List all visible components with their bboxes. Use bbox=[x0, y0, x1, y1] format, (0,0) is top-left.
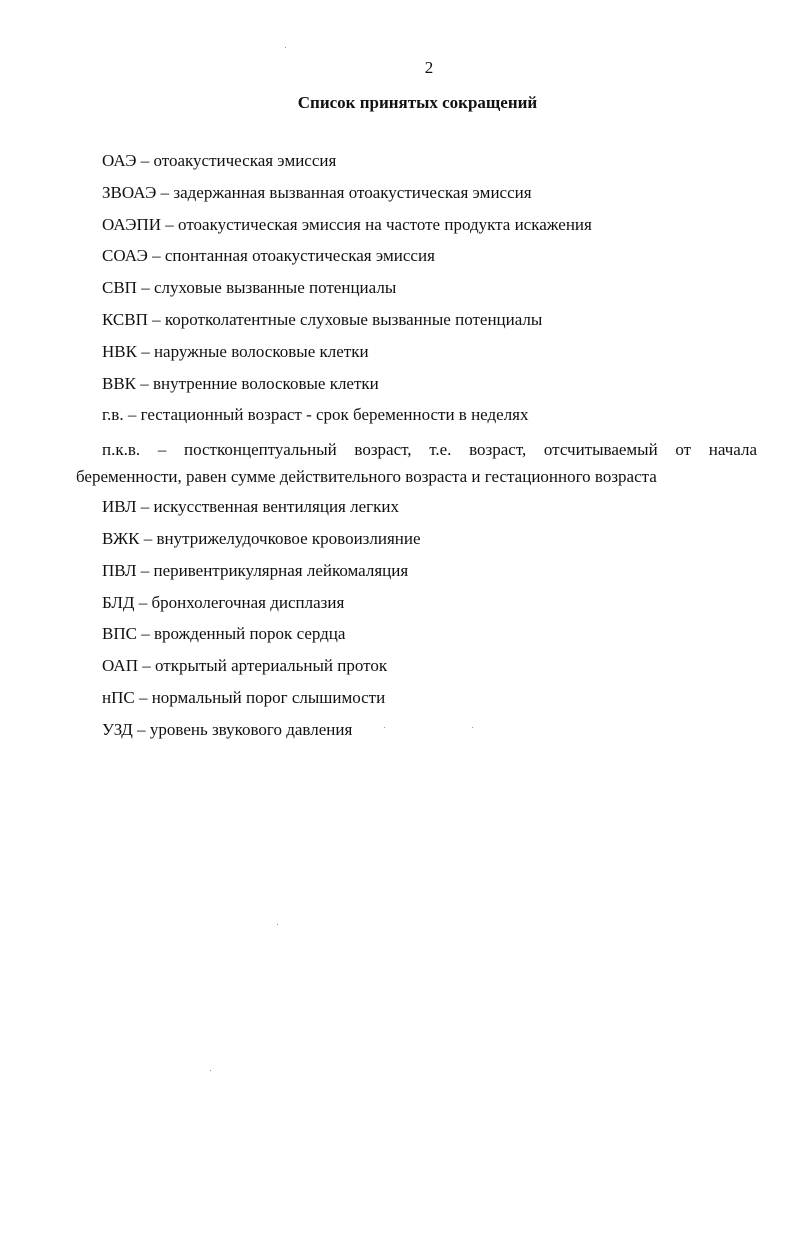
scan-speck bbox=[384, 727, 385, 728]
abbreviation-entry: ВЖК – внутрижелудочковое кровоизлияние bbox=[102, 528, 421, 548]
abbreviation-entry: ЗВОАЭ – задержанная вызванная отоакустическая эмиссия bbox=[102, 182, 532, 202]
scan-speck bbox=[285, 47, 286, 48]
abbreviation-entry: КСВП – коротколатентные слуховые вызванные потенциалы bbox=[102, 309, 543, 329]
abbreviation-entry: ИВЛ – искусственная вентиляция легких bbox=[102, 497, 399, 517]
scan-speck bbox=[210, 1070, 211, 1071]
abbreviation-entry: ОАП – открытый артериальный проток bbox=[102, 656, 388, 676]
abbreviation-entry: ОАЭПИ – отоакустическая эмиссия на частоте продукта искажения bbox=[102, 214, 592, 234]
abbreviation-entry: СВП – слуховые вызванные потенциалы bbox=[102, 278, 397, 298]
abbreviation-entry: ПВЛ – перивентрикулярная лейкомаляция bbox=[102, 560, 409, 580]
abbreviation-entry: ВПС – врожденный порок сердца bbox=[102, 624, 346, 644]
page-number: 2 bbox=[424, 58, 434, 77]
abbreviation-entry: НВК – наружные волосковые клетки bbox=[102, 341, 369, 361]
scan-speck bbox=[277, 924, 278, 925]
page-title: Список принятых сокращений bbox=[297, 93, 538, 112]
scan-speck bbox=[472, 727, 473, 728]
abbreviation-entry: БЛД – бронхолегочная дисплазия bbox=[102, 592, 345, 612]
abbreviation-list bbox=[76, 150, 757, 751]
abbreviation-entry: ВВК – внутренние волосковые клетки bbox=[102, 373, 379, 393]
abbreviation-entry: г.в. – гестационный возраст - срок беременности в неделях bbox=[102, 405, 529, 425]
abbreviation-entry: п.к.в. – постконцептуальный возраст, т.е. возраст, отсчитываемый от начала беременности, равен сумме действительного возраста и гестационного возраста bbox=[76, 440, 757, 487]
abbreviation-entry: нПС – нормальный порог слышимости bbox=[102, 687, 386, 707]
abbreviation-entry: СОАЭ – спонтанная отоакустическая эмиссия bbox=[102, 246, 435, 266]
abbreviation-entry: ОАЭ – отоакустическая эмиссия bbox=[102, 151, 337, 170]
abbreviation-entry: УЗД – уровень звукового давления bbox=[102, 719, 353, 739]
